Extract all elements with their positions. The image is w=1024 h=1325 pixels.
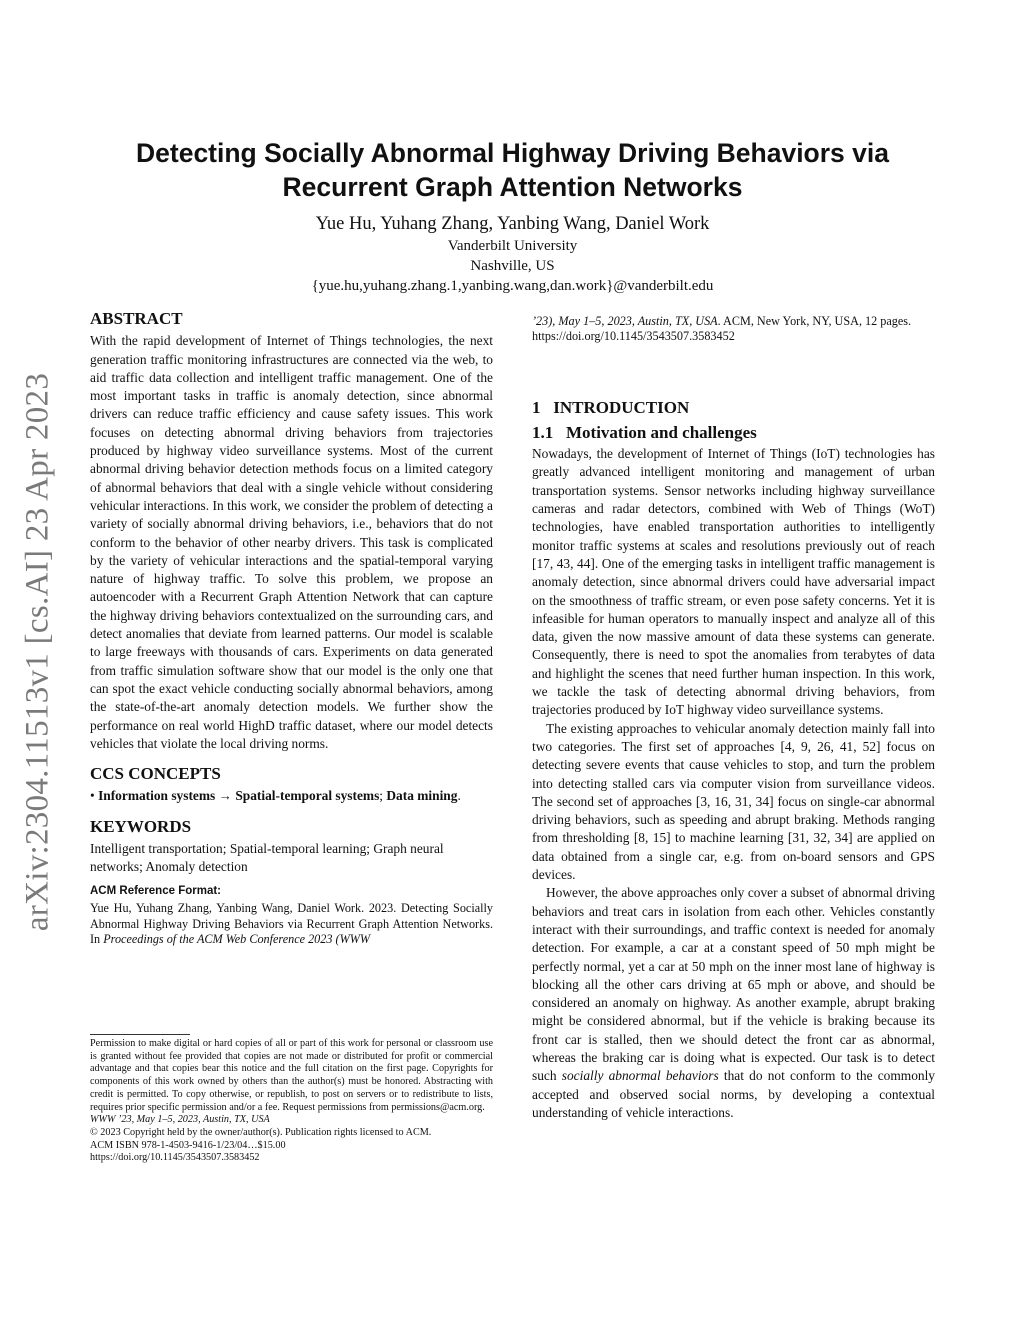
acm-reference-text	[90, 901, 493, 947]
intro-paragraph-3-a: However, the above approaches only cover a subset of abnormal driving behaviors and treat cars in isolation from each other. Vehicles constantly interact with their surroundings, and traffic context is needed for anomaly detection. For example, a car at a constant speed of 50 mph might be perfectly normal, yet a car at 50 mph on the inner most lane of highway is blocking all the other cars driving at 65 mph or above, and should be considered an anomaly on highway. As another example, abrupt braking might be considered abnormal, but if the vehicle is braking because its front car is stalled, then we should detect the front car as abnormal, whereas the braking car is doing what is expected. Our task is to detect such	[532, 885, 935, 1084]
permission-doi: https://doi.org/10.1145/3543507.3583452	[90, 1152, 260, 1164]
acm-reference-venue: Proceedings of the ACM Web Conference 2023 (WWW	[103, 931, 371, 946]
arxiv-identifier-text: arXiv:2304.11513v1 [cs.AI] 23 Apr 2023	[19, 372, 56, 932]
footnote-rule	[90, 1034, 190, 1035]
acm-reference-cont-italic: ’23), May 1–5, 2023, Austin, TX, USA	[532, 314, 718, 328]
intro-paragraph-1: Nowadays, the development of Internet of Things (IoT) technologies has greatly advanced intelligent monitoring and management of urban transportation systems. Sensor networks including highway surveillance cameras and radar detectors, combined with Web of Things (WoT) technologies, have enabled transportation authorities to intelligently monitor traffic systems at scales and resolutions previously out of reach [17, 43, 44]. One of the emerging tasks in intelligent traffic management is anomaly detection, since abnormal drivers could have adversarial impact on the smoothness of traffic stream, or even pose safety concerns. Yet it is infeasible for human operators to manually inspect and analyze all of this data, given the now massive amount of data these systems can generate. Consequently, there is need to spot the anomalies from terabytes of data and highlight the scenes that need further human inspection. In this work, we tackle the task of detecting abnormal driving behaviors, from trajectories produced by IoT highway video surveillance systems.	[532, 446, 935, 718]
intro-paragraph-3-b: that do not conform to the commonly accepted and observed social norms, by developing a contextual understanding of vehicle interactions.	[532, 1068, 935, 1120]
intro-paragraph-3	[532, 884, 935, 1122]
keywords-heading: KEYWORDS	[90, 816, 192, 836]
abstract-heading: ABSTRACT	[90, 309, 183, 328]
ccs-concept-information-systems: Information systems	[98, 788, 216, 804]
paper-title: Detecting Socially Abnormal Highway Driving Behaviors via Recurrent Graph Attention Networks	[136, 138, 889, 202]
acm-reference-continued	[532, 314, 935, 345]
intro-paragraph-3-emphasis: socially abnormal behaviors	[561, 1068, 719, 1084]
acm-reference-doi: https://doi.org/10.1145/3543507.3583452	[532, 329, 735, 344]
motivation-subheading: 1.1 Motivation and challenges	[532, 422, 757, 442]
abstract-text: With the rapid development of Internet of Things technologies, the next generation traffic monitoring infrastructures are connected via the web, to aid traffic data collection and intelligent traffic management. One of the most important tasks in traffic is anomaly detection, since abnormal drivers can reduce traffic efficiency and cause safety issues. This work focuses on detecting abnormal driving behaviors from trajectories produced by highway video surveillance systems. Most of the current abnormal driving behavior detection methods focus on a limited category of abnormal behaviors that deal with a single vehicle without considering vehicular interactions. In this work, we consider the problem of detecting a variety of socially abnormal driving behaviors, i.e., behaviors that do not conform to the behavior of other nearby drivers. This task is complicated by the variety of vehicular interactions and the spatial-temporal varying nature of highway traffic. To solve this problem, we propose an autoencoder with a Recurrent Graph Attention Network that can capture the highway driving behaviors contextualized on the surrounding cars, and detect anomalies that deviate from learned patterns. Our model is scalable to large freeways with thousands of cars. Experiments on data generated from traffic simulation software show that our model is the only one that can spot the exact vehicle conducting socially abnormal behaviors, among the state-of-the-art anomaly detection models. We further show the performance on real world HighD traffic dataset, where our model detects vehicles that violate the local driving norms.	[90, 333, 493, 751]
ccs-heading: CCS CONCEPTS	[90, 764, 221, 784]
ccs-end: .	[457, 788, 461, 804]
ccs-arrow: →	[218, 788, 232, 804]
author-list: Yue Hu, Yuhang Zhang, Yanbing Wang, Daniel Work	[315, 214, 710, 234]
ccs-concept-spatial-temporal: Spatial-temporal systems	[235, 788, 380, 804]
author-emails: {yue.hu,yuhang.zhang.1,yanbing.wang,dan.work}@vanderbilt.edu	[311, 278, 714, 294]
permission-venue: WWW ’23, May 1–5, 2023, Austin, TX, USA	[90, 1114, 270, 1126]
location: Nashville, US	[470, 258, 555, 274]
permission-footnote	[90, 1038, 493, 1165]
affiliation: Vanderbilt University	[447, 238, 578, 254]
introduction-heading: 1 INTRODUCTION	[532, 397, 690, 417]
ccs-concept-data-mining: Data mining	[386, 788, 458, 804]
isbn-line: ACM ISBN 978-1-4503-9416-1/23/04…$15.00	[90, 1139, 286, 1151]
ccs-separator: ;	[379, 788, 384, 804]
acm-reference-cont-plain: . ACM, New York, NY, USA, 12 pages.	[717, 314, 912, 328]
acm-reference-plain: Yue Hu, Yuhang Zhang, Yanbing Wang, Daniel Work. 2023. Detecting Socially Abnormal Highway Driving Behaviors via Recurrent Graph Attention Networks. In	[90, 901, 493, 946]
arxiv-identifier-stamp	[14, 362, 62, 942]
right-column	[532, 314, 935, 1122]
acm-reference-heading: ACM Reference Format:	[90, 884, 221, 897]
left-column	[90, 310, 493, 947]
ccs-concepts	[90, 787, 493, 805]
intro-paragraph-2: The existing approaches to vehicular anomaly detection mainly fall into two categories. The first set of approaches [4, 9, 26, 41, 52] focus on detecting severe events that cause vehicles to stop, and turn the problem into detecting stalled cars via computer vision from surveillance videos. The second set of approaches [3, 16, 31, 34] focus on single-car abnormal driving behaviors, such as speeding and abrupt braking. Methods ranging from thresholding [8, 15] to machine learning [31, 32, 34] are applied on data obtained from a single car, e.g. from on-board sensors and GPS devices.	[532, 720, 935, 883]
keywords-text: Intelligent transportation; Spatial-temporal learning; Graph neural networks; Anomaly detection	[90, 841, 444, 875]
copyright-line: © 2023 Copyright held by the owner/author(s). Publication rights licensed to ACM.	[90, 1126, 432, 1138]
acm-reference	[90, 885, 493, 947]
ccs-bullet: •	[90, 788, 95, 804]
permission-text: Permission to make digital or hard copies of all or part of this work for personal or classroom use is granted without fee provided that copies are not made or distributed for profit or commercial advantage and that copies bear this notice and the full citation on the first page. Copyrights for components of this work owned by others than the author(s) must be honored. Abstracting with credit is permitted. To copy otherwise, or republish, to post on servers or to redistribute to lists, requires prior specific permission and/or a fee. Request permissions from permissions@acm.org.	[90, 1038, 493, 1113]
